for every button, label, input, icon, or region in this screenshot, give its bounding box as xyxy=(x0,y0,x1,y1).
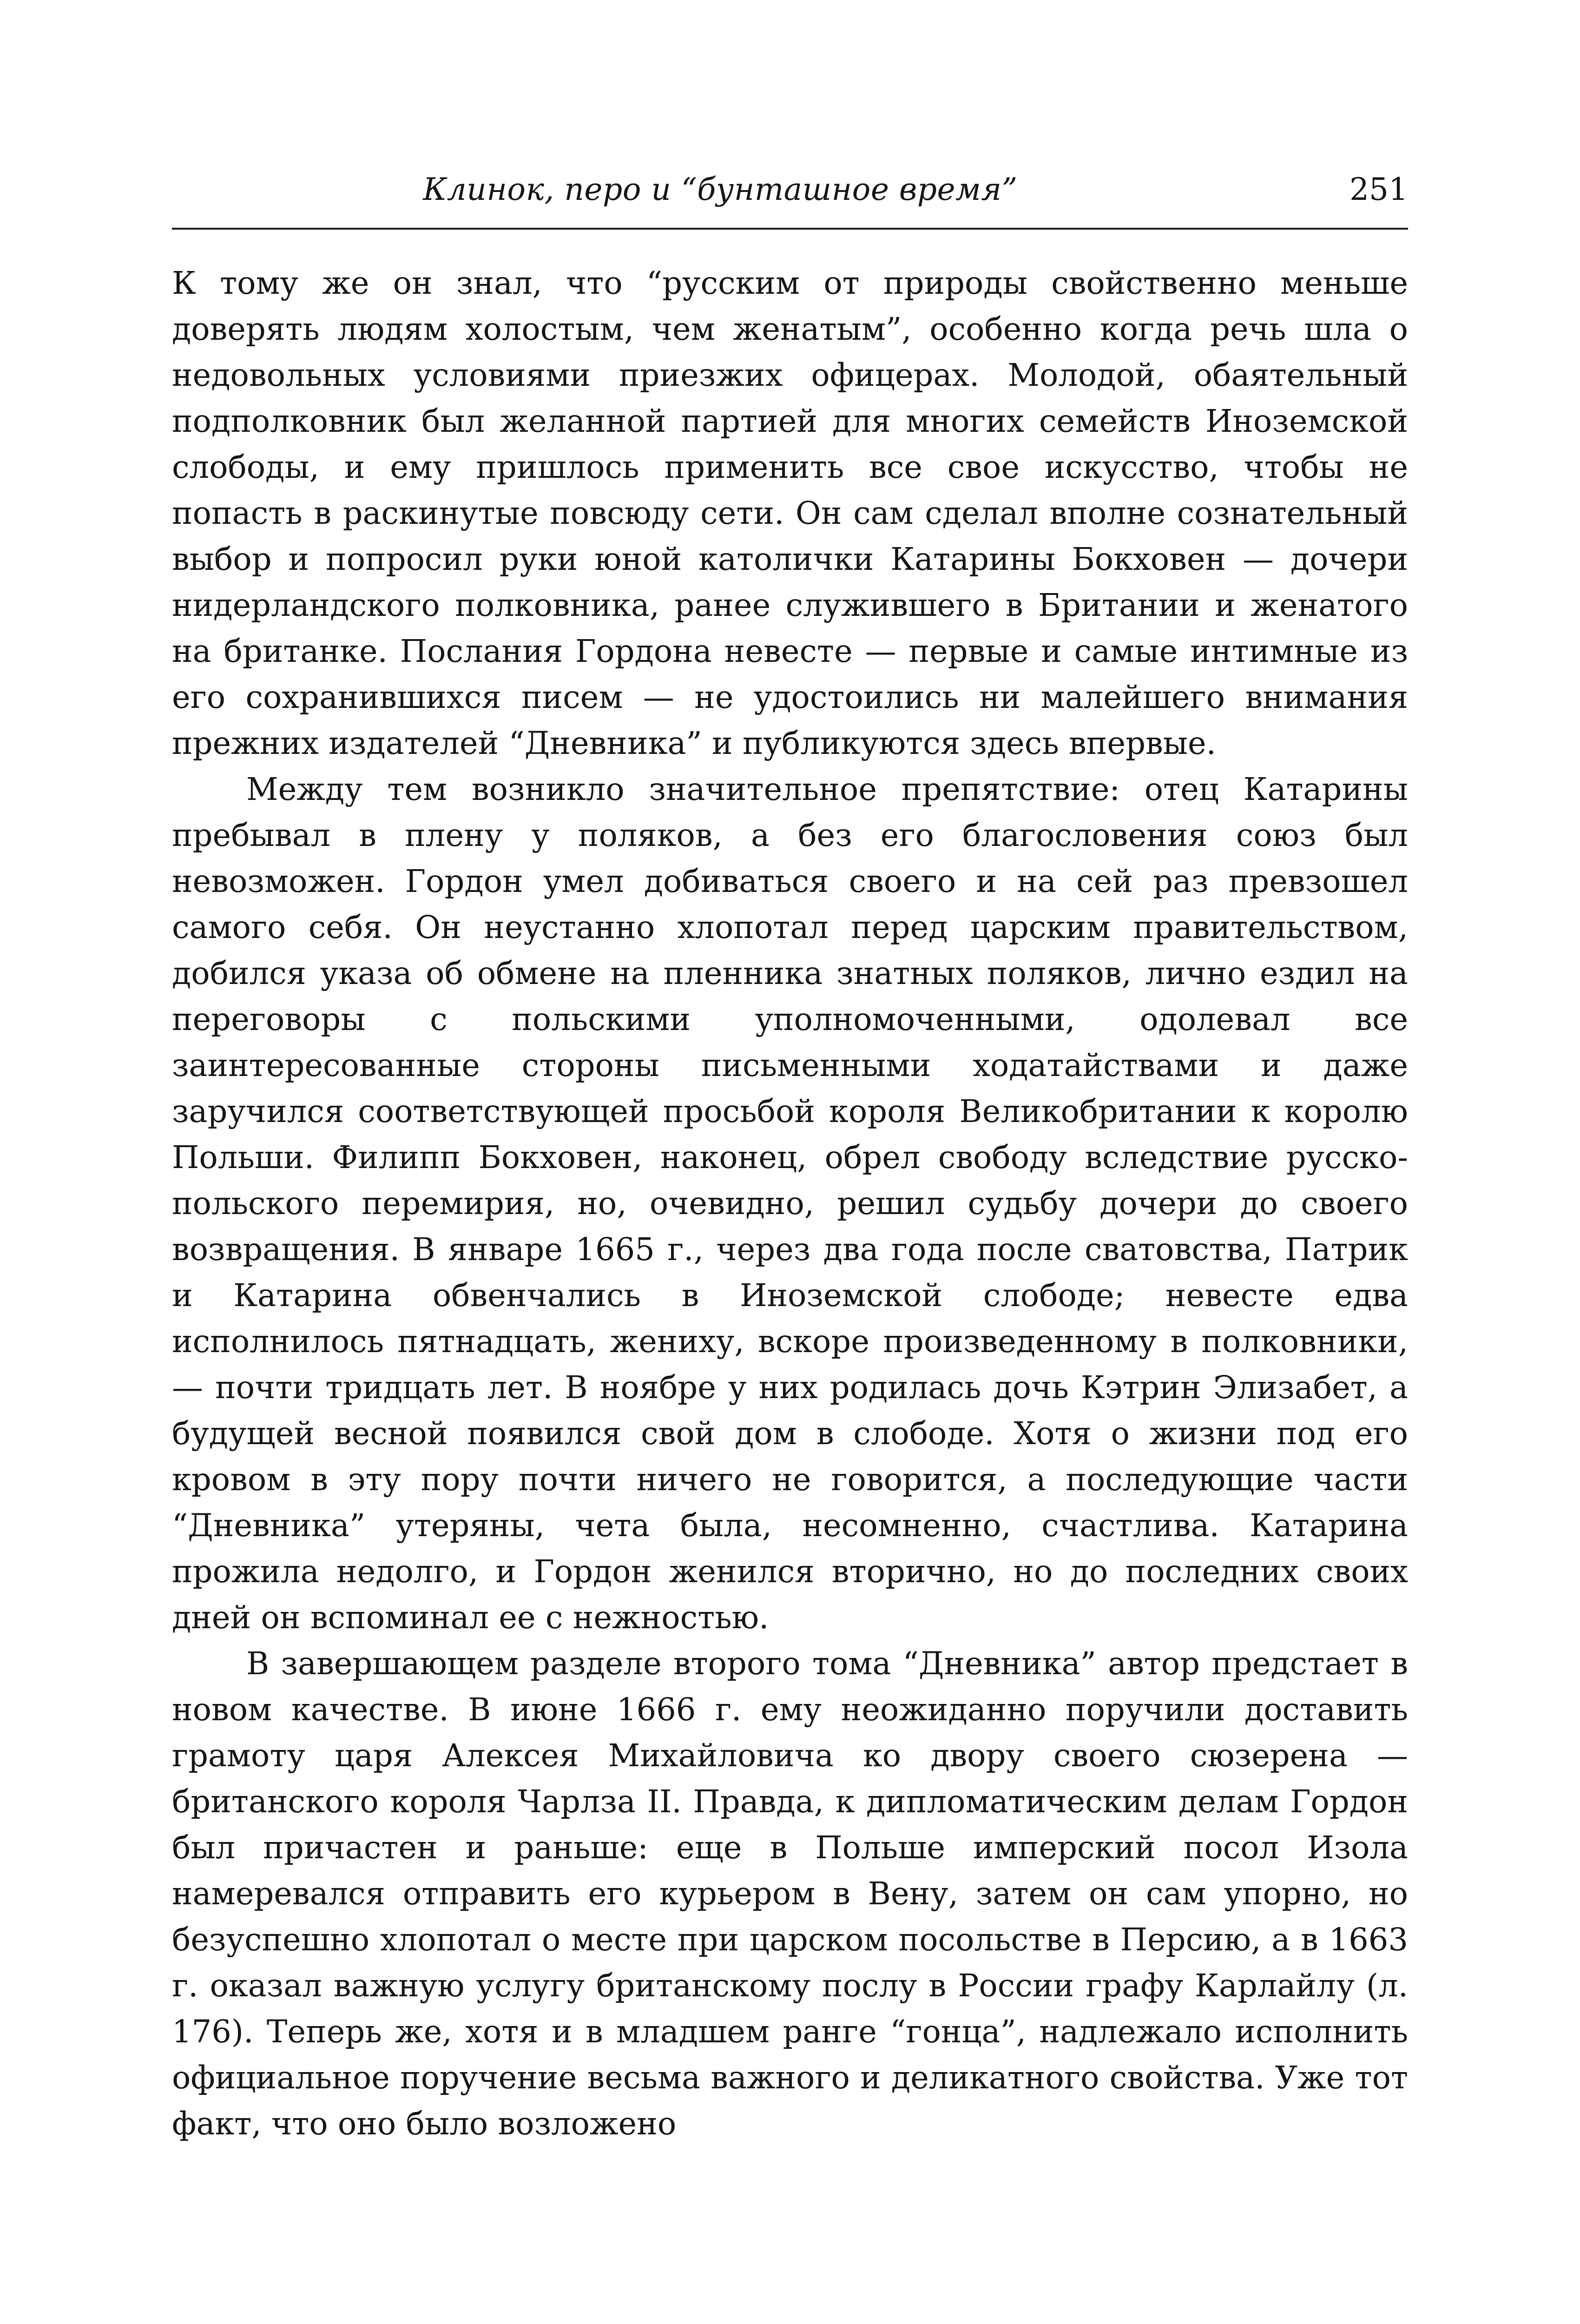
paragraph-1: К тому же он знал, что “русским от природы свойственно меньше доверять людям холостым, чем женатым”, особенно когда речь шла о недовольных условиями приезжих офицерах. Молодой, обаятельный подполковник был желанной партией для многих семейств Иноземской слободы, и ему пришлось применить все свое искусство, чтобы не попасть в раскинутые повсюду сети. Он сам сделал вполне сознательный выбор и попросил руки юной католички Катарины Бокховен — дочери нидерландского полковника, ранее служившего в Британии и женатого на британке. Послания Гордона невесте — первые и самые интимные из его сохранившихся писем — не удостоились ни малейшего внимания прежних издателей “Дневника” и публикуются здесь впервые. xyxy=(172,265,1408,761)
paragraph-2: Между тем возникло значительное препятствие: отец Катарины пребывал в плену у поляков, а без его благословения союз был невозможен. Гордон умел добиваться своего и на сей раз превзошел самого себя. Он неустанно хлопотал перед царским правительством, добился указа об обмене на пленника знатных поляков, лично ездил на переговоры с польскими уполномоченными, одолевал все заинтересованные стороны письменными ходатайствами и даже заручился соответствующей просьбой короля Великобритании к королю Польши. Филипп Бокховен, наконец, обрел свободу вследствие русско-польского перемирия, но, очевидно, решил судьбу дочери до своего возвращения. В январе 1665 г., через два года после сватовства, Патрик и Катарина обвенчались в Иноземской слободе; невесте едва исполнилось пятнадцать, жениху, вскоре произведенному в полковники, — почти тридцать лет. В ноябре у них родилась дочь Кэтрин Элизабет, а будущей весной появился свой дом в слободе. Хотя о жизни под его кровом в эту пору почти ничего не говорится, а последующие части “Дневника” утеряны, чета была, несомненно, счастлива. Катарина прожила недолго, и Гордон женился вторично, но до последних своих дней он вспоминал ее с нежностью. xyxy=(172,771,1408,1636)
header-rule xyxy=(172,228,1408,230)
paragraph-3: В завершающем разделе второго тома “Дневника” автор предстает в новом качестве. В июне 1666 г. ему неожиданно поручили доставить грамоту царя Алексея Михайловича ко двору своего сюзерена — британского короля Чарлза II. Правда, к дипломатическим делам Гордон был причастен и раньше: еще в Польше имперский посол Изола намеревался отправить его курьером в Вену, затем он сам упорно, но безуспешно хлопотал о месте при царском посольстве в Персию, а в 1663 г. оказал важную услугу британскому послу в России графу Карлайлу (л. 176). Теперь же, хотя и в младшем ранге “гонца”, надлежало исполнить официальное поручение весьма важного и деликатного свойства. Уже тот факт, что оно было возложено xyxy=(172,1645,1408,2142)
running-head-title: Клинок, перо и “бунташное время” xyxy=(423,172,1018,207)
page-number: 251 xyxy=(1350,172,1408,207)
body-text xyxy=(172,260,1408,2147)
running-head xyxy=(172,163,1408,218)
